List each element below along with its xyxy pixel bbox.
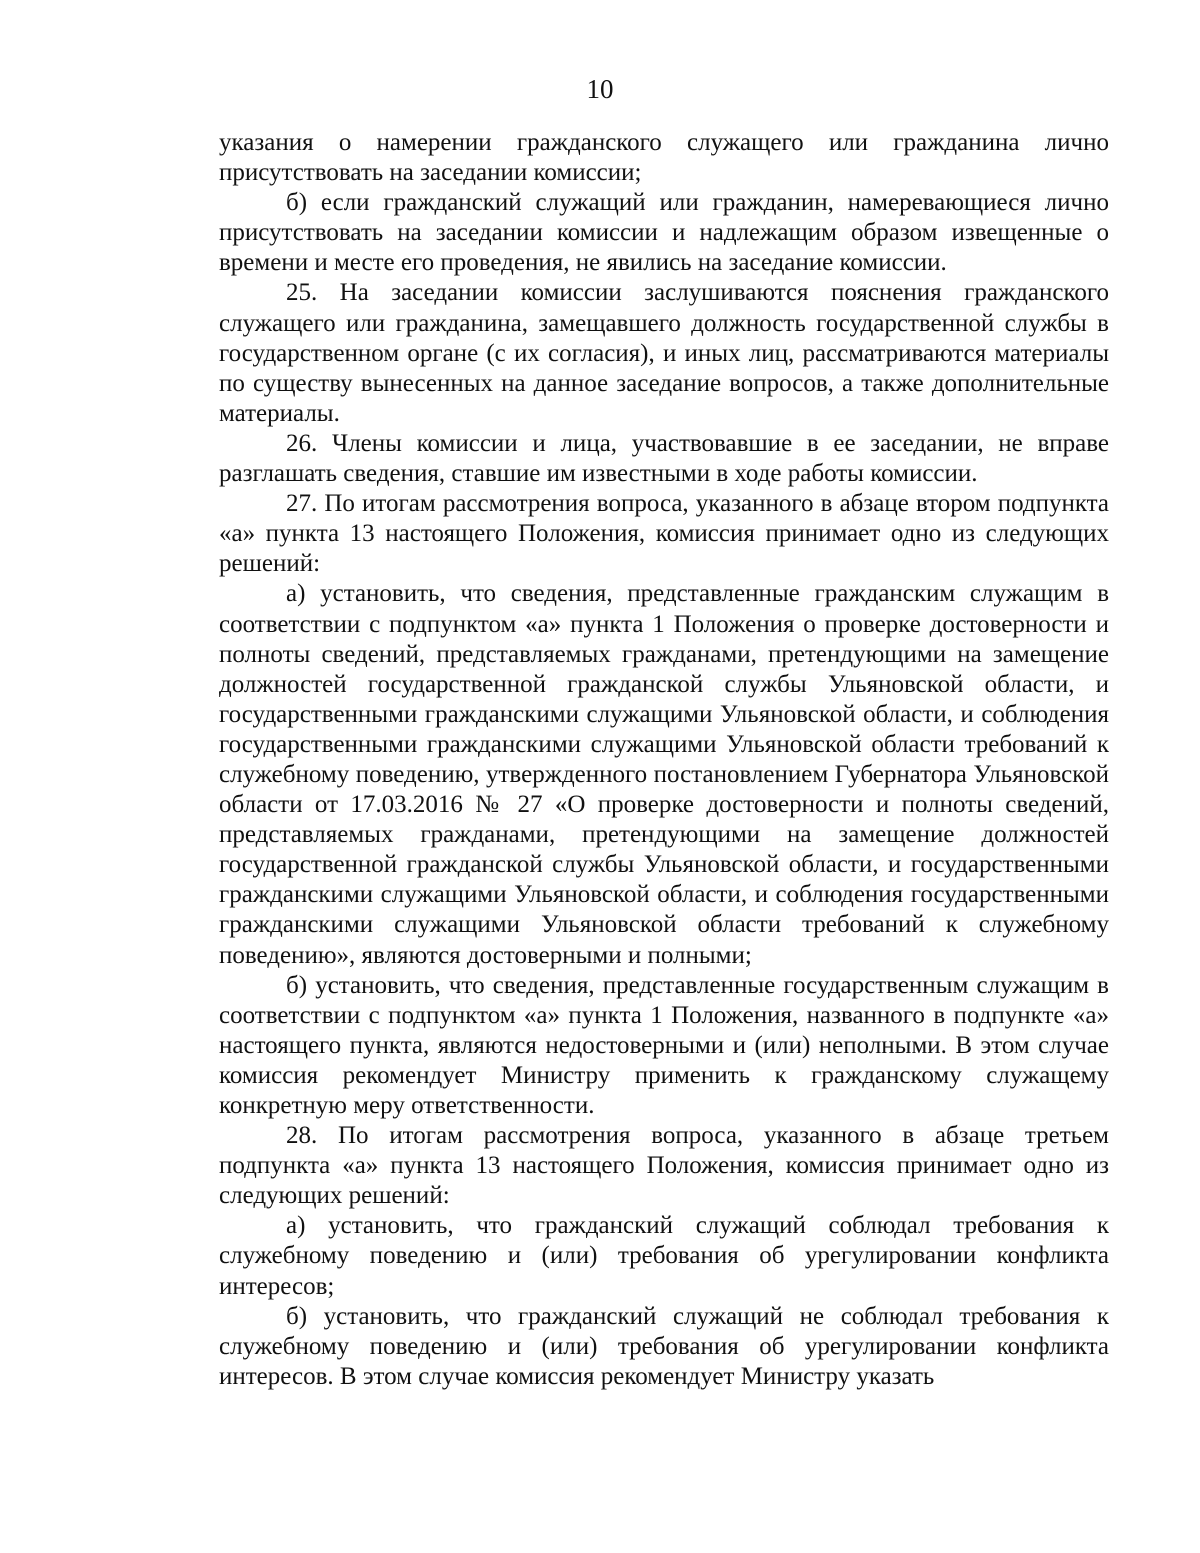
paragraph-28b: б) установить, что гражданский служащий не соблюдал требования к служебному поведению и (или) требования об урегулировании конфликта интересов. В этом случае комиссия рекомендует Министру указать	[219, 1302, 1109, 1390]
document-body	[219, 128, 1109, 1392]
paragraph-27b: б) установить, что сведения, представленные государственным служащим в соответствии с подпунктом «а» пункта 1 Положения, названного в подпункте «а» настоящего пункта, являются недостоверными и (или) неполными. В этом случае комиссия рекомендует Министру применить к гражданскому служащему конкретную меру ответственности.	[219, 971, 1109, 1119]
paragraph-27a: а) установить, что сведения, представленные гражданским служащим в соответствии с подпунктом «а» пункта 1 Положения о проверке достоверности и полноты сведений, представляемых гражданами, претендующими на замещение должностей государственной гражданской службы Ульяновской области, и государственными гражданскими служащими Ульяновской области, и соблюдения государственными гражданскими служащими Ульяновской области требований к служебному поведению, утвержденного постановлением Губернатора Ульяновской области от 17.03.2016 № 27 «О проверке достоверности и полноты сведений, представляемых гражданами, претендующими на замещение должностей государственной гражданской службы Ульяновской области, и государственными гражданскими служащими Ульяновской области, и соблюдения государственными гражданскими служащими Ульяновской области требований к служебному поведению», являются достоверными и полными;	[219, 580, 1109, 969]
paragraph-24b: б) если гражданский служащий или гражданин, намеревающиеся лично присутствовать на заседании комиссии и надлежащим образом извещенные о времени и месте его проведения, не явились на заседание комиссии.	[219, 189, 1109, 277]
paragraph-26: 26. Члены комиссии и лица, участвовавшие в ее заседании, не вправе разглашать сведения, ставшие им известными в ходе работы комиссии.	[219, 429, 1109, 488]
paragraph-28a: а) установить, что гражданский служащий соблюдал требования к служебному поведению и (или) требования об урегулировании конфликта интересов;	[219, 1212, 1109, 1300]
page-number: 10	[586, 74, 614, 104]
paragraph-continuation: указания о намерении гражданского служащего или гражданина лично присутствовать на заседании комиссии;	[219, 129, 1109, 187]
paragraph-28: 28. По итогам рассмотрения вопроса, указанного в абзаце третьем подпункта «а» пункта 13 настоящего Положения, комиссия принимает одно из следующих решений:	[219, 1122, 1109, 1210]
paragraph-27: 27. По итогам рассмотрения вопроса, указанного в абзаце втором подпункта «а» пункта 13 настоящего Положения, комиссия принимает одно из следующих решений:	[219, 490, 1109, 578]
paragraph-25: 25. На заседании комиссии заслушиваются пояснения гражданского служащего или гражданина, замещавшего должность государственной службы в государственном органе (с их согласия), и иных лиц, рассматриваются материалы по существу вынесенных на данное заседание вопросов, а также дополнительные материалы.	[219, 279, 1109, 427]
